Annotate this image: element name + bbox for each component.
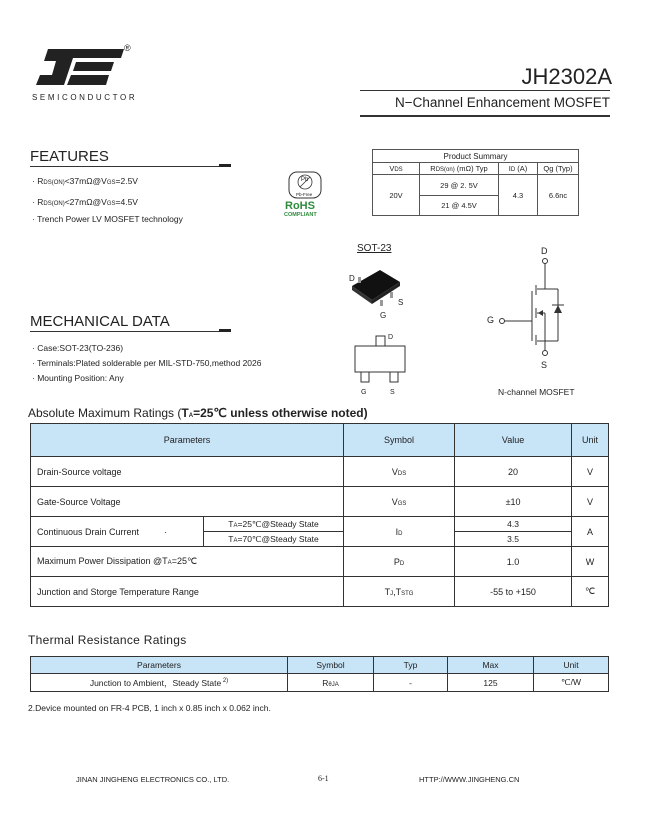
am-condition: TA=70℃@Steady State: [204, 532, 344, 547]
am-header-unit: Unit: [572, 424, 609, 457]
part-description: N−Channel Enhancement MOSFET: [395, 95, 610, 110]
am-symbol: VGS: [344, 487, 455, 517]
am-symbol: VDS: [344, 457, 455, 487]
th-max: 125: [448, 674, 534, 692]
am-value: ±10: [455, 487, 572, 517]
rohs-label: RoHS: [285, 200, 315, 212]
footer-company: JINAN JINGHENG ELECTRONICS CO., LTD.: [76, 775, 230, 784]
am-header-parameters: Parameters: [31, 424, 344, 457]
ps-header-qg: Qg (Typ): [538, 163, 579, 175]
schematic-label: N-channel MOSFET: [498, 387, 575, 397]
am-condition: TA=25℃@Steady State: [204, 517, 344, 532]
thermal-title: Thermal Resistance Ratings: [28, 633, 187, 647]
th-header-typ: Typ: [374, 657, 448, 674]
abs-max-table: [30, 423, 609, 607]
th-param: Junction to Ambient，Steady State $^{2)}$: [31, 674, 288, 692]
header-rule-bottom: [360, 115, 610, 117]
mosfet-schematic: [480, 245, 590, 375]
th-header-parameters: Parameters: [31, 657, 288, 674]
am-param: Junction and Storge Temperature Range: [31, 577, 344, 607]
am-value: 3.5: [455, 532, 572, 547]
am-unit: ℃: [572, 577, 609, 607]
feature-item: · Trench Power LV MOSFET technology: [32, 214, 183, 224]
pb-label: Pb: [301, 177, 309, 183]
am-param: Drain-Source voltage: [31, 457, 344, 487]
registered-mark: ®: [124, 43, 131, 53]
company-sub: SEMICONDUCTOR: [32, 93, 138, 102]
footprint-diagram: [350, 330, 410, 386]
ps-header-rds: RDS(on) (mΩ) Typ: [420, 163, 499, 175]
package-label: SOT-23: [357, 243, 392, 254]
mechanical-rule: [30, 331, 231, 332]
am-value: -55 to +150: [455, 577, 572, 607]
am-value: 4.3: [455, 517, 572, 532]
rohs-compliant: COMPLIANT: [284, 212, 317, 218]
pkg-pin-g: G: [380, 311, 387, 320]
th-header-unit: Unit: [534, 657, 609, 674]
thermal-table: [30, 656, 609, 692]
am-param: Maximum Power Dissipation @TA=25℃: [31, 547, 344, 577]
company-logo: [34, 49, 126, 85]
mechanical-title: MECHANICAL DATA: [30, 313, 170, 330]
mechanical-rule-mark: [219, 329, 231, 332]
ps-rds-1: 29 @ 2. 5V: [420, 175, 499, 196]
th-unit: ℃/W: [534, 674, 609, 692]
mechanical-item: · Case:SOT-23(TO-236): [32, 343, 124, 353]
fp-pin-s: S: [390, 389, 395, 396]
am-header-symbol: Symbol: [344, 424, 455, 457]
th-header-symbol: Symbol: [288, 657, 374, 674]
am-symbol: PD: [344, 547, 455, 577]
abs-max-title: Absolute Maximum Ratings (TA=25℃ unless otherwise noted): [28, 406, 368, 420]
footnote: 2.Device mounted on FR-4 PCB, 1 inch x 0.85 inch x 0.062 inch.: [28, 703, 271, 713]
ps-rds-2: 21 @ 4.5V: [420, 196, 499, 216]
sot23-package-icon: [346, 262, 406, 312]
th-header-max: Max: [448, 657, 534, 674]
am-unit: V: [572, 457, 609, 487]
footer-page: 6-1: [318, 774, 329, 783]
product-summary-title: Product Summary: [373, 150, 579, 163]
ps-id: 4.3: [499, 175, 538, 216]
fp-pin-g: G: [361, 389, 367, 396]
mechanical-item: · Terminals:Plated solderable per MIL-STD-750,method 2026: [32, 358, 262, 368]
ps-header-id: ID (A): [499, 163, 538, 175]
th-symbol: RθJA: [288, 674, 374, 692]
ps-vds: 20V: [373, 175, 420, 216]
am-value: 1.0: [455, 547, 572, 577]
am-param: Gate-Source Voltage: [31, 487, 344, 517]
am-header-value: Value: [455, 424, 572, 457]
features-rule: [30, 166, 231, 167]
am-symbol: TJ,TSTG: [344, 577, 455, 607]
am-symbol: ID: [344, 517, 455, 547]
header-rule: [360, 90, 610, 91]
part-number: JH2302A: [521, 64, 612, 89]
product-summary-table: [372, 149, 579, 216]
am-unit: A: [572, 517, 609, 547]
pb-free-label: Pb-Free: [296, 192, 313, 197]
footer-url[interactable]: HTTP://WWW.JINGHENG.CN: [419, 775, 520, 784]
ps-header-vds: VDS: [373, 163, 420, 175]
am-param: Continuous Drain Current ·: [31, 517, 204, 547]
am-unit: W: [572, 547, 609, 577]
features-rule-mark: [219, 164, 231, 167]
pkg-pin-s: S: [398, 298, 404, 307]
pkg-pin-d: D: [349, 274, 355, 283]
am-unit: V: [572, 487, 609, 517]
sch-pin-g: G: [487, 315, 495, 325]
features-title: FEATURES: [30, 148, 109, 165]
ps-qg: 6.6nc: [538, 175, 579, 216]
sch-pin-d: D: [541, 246, 548, 256]
am-value: 20: [455, 457, 572, 487]
sch-pin-s: S: [541, 360, 548, 370]
feature-item: · RDS(ON)<27mΩ@VGS=4.5V: [32, 197, 138, 207]
mechanical-item: · Mounting Position: Any: [32, 373, 124, 383]
th-typ: -: [374, 674, 448, 692]
feature-item: · RDS(ON)<37mΩ@VGS=2.5V: [32, 176, 138, 186]
fp-pin-d: D: [388, 334, 394, 341]
